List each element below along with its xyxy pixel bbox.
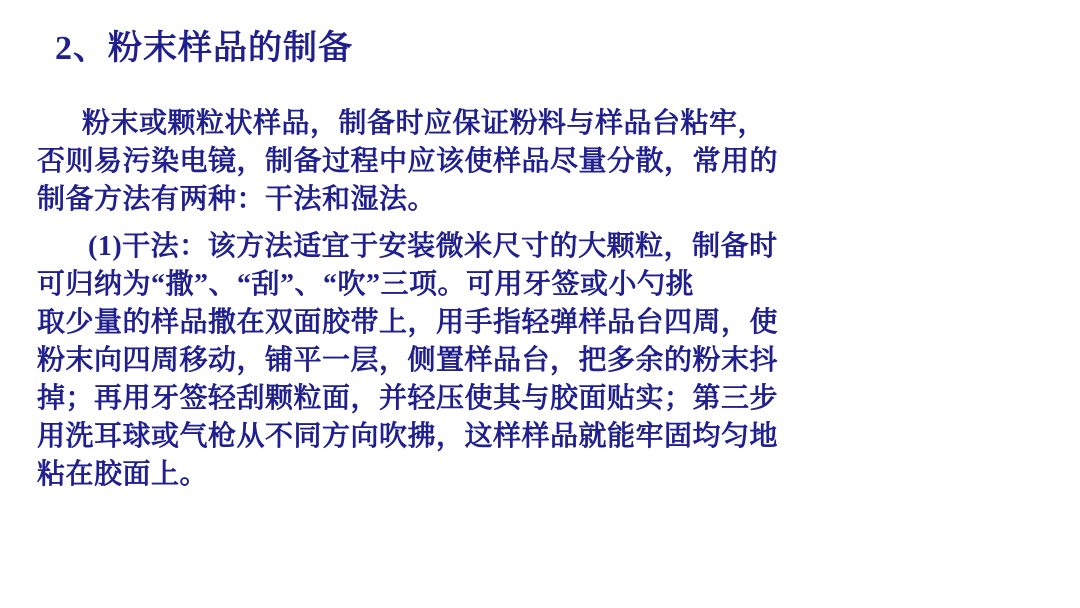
text-line: 粉末向四周移动，铺平一层，侧置样品台，把多余的粉末抖 — [37, 345, 779, 376]
text-line: 可归纳为“撒”、“刮”、“吹”三项。可用牙签或小勺挑 — [37, 269, 695, 300]
text-line: 用洗耳球或气枪从不同方向吹拂，这样样品就能牢固均匀地 — [37, 421, 779, 452]
text-line: 取少量的样品撒在双面胶带上，用手指轻弹样品台四周，使 — [37, 307, 779, 338]
paragraph-preparation-overview — [37, 105, 777, 219]
text-line: 制备方法有两种：干法和湿法。 — [37, 184, 437, 215]
slide-title: 2、粉末样品的制备 — [55, 30, 353, 67]
text-line: 否则易污染电镜，制备过程中应该使样品尽量分散，常用的 — [37, 146, 779, 177]
text-line: 粉末或颗粒状样品，制备时应保证粉料与样品台粘牢， — [82, 108, 767, 139]
paragraph-dry-method — [37, 228, 777, 494]
slide-body — [37, 105, 777, 494]
text-line: 粘在胶面上。 — [37, 459, 209, 490]
text-line: (1)干法：该方法适宜于安装微米尺寸的大颗粒，制备时 — [88, 231, 778, 262]
text-line: 掉；再用牙签轻刮颗粒面，并轻压使其与胶面贴实；第三步 — [37, 383, 779, 414]
